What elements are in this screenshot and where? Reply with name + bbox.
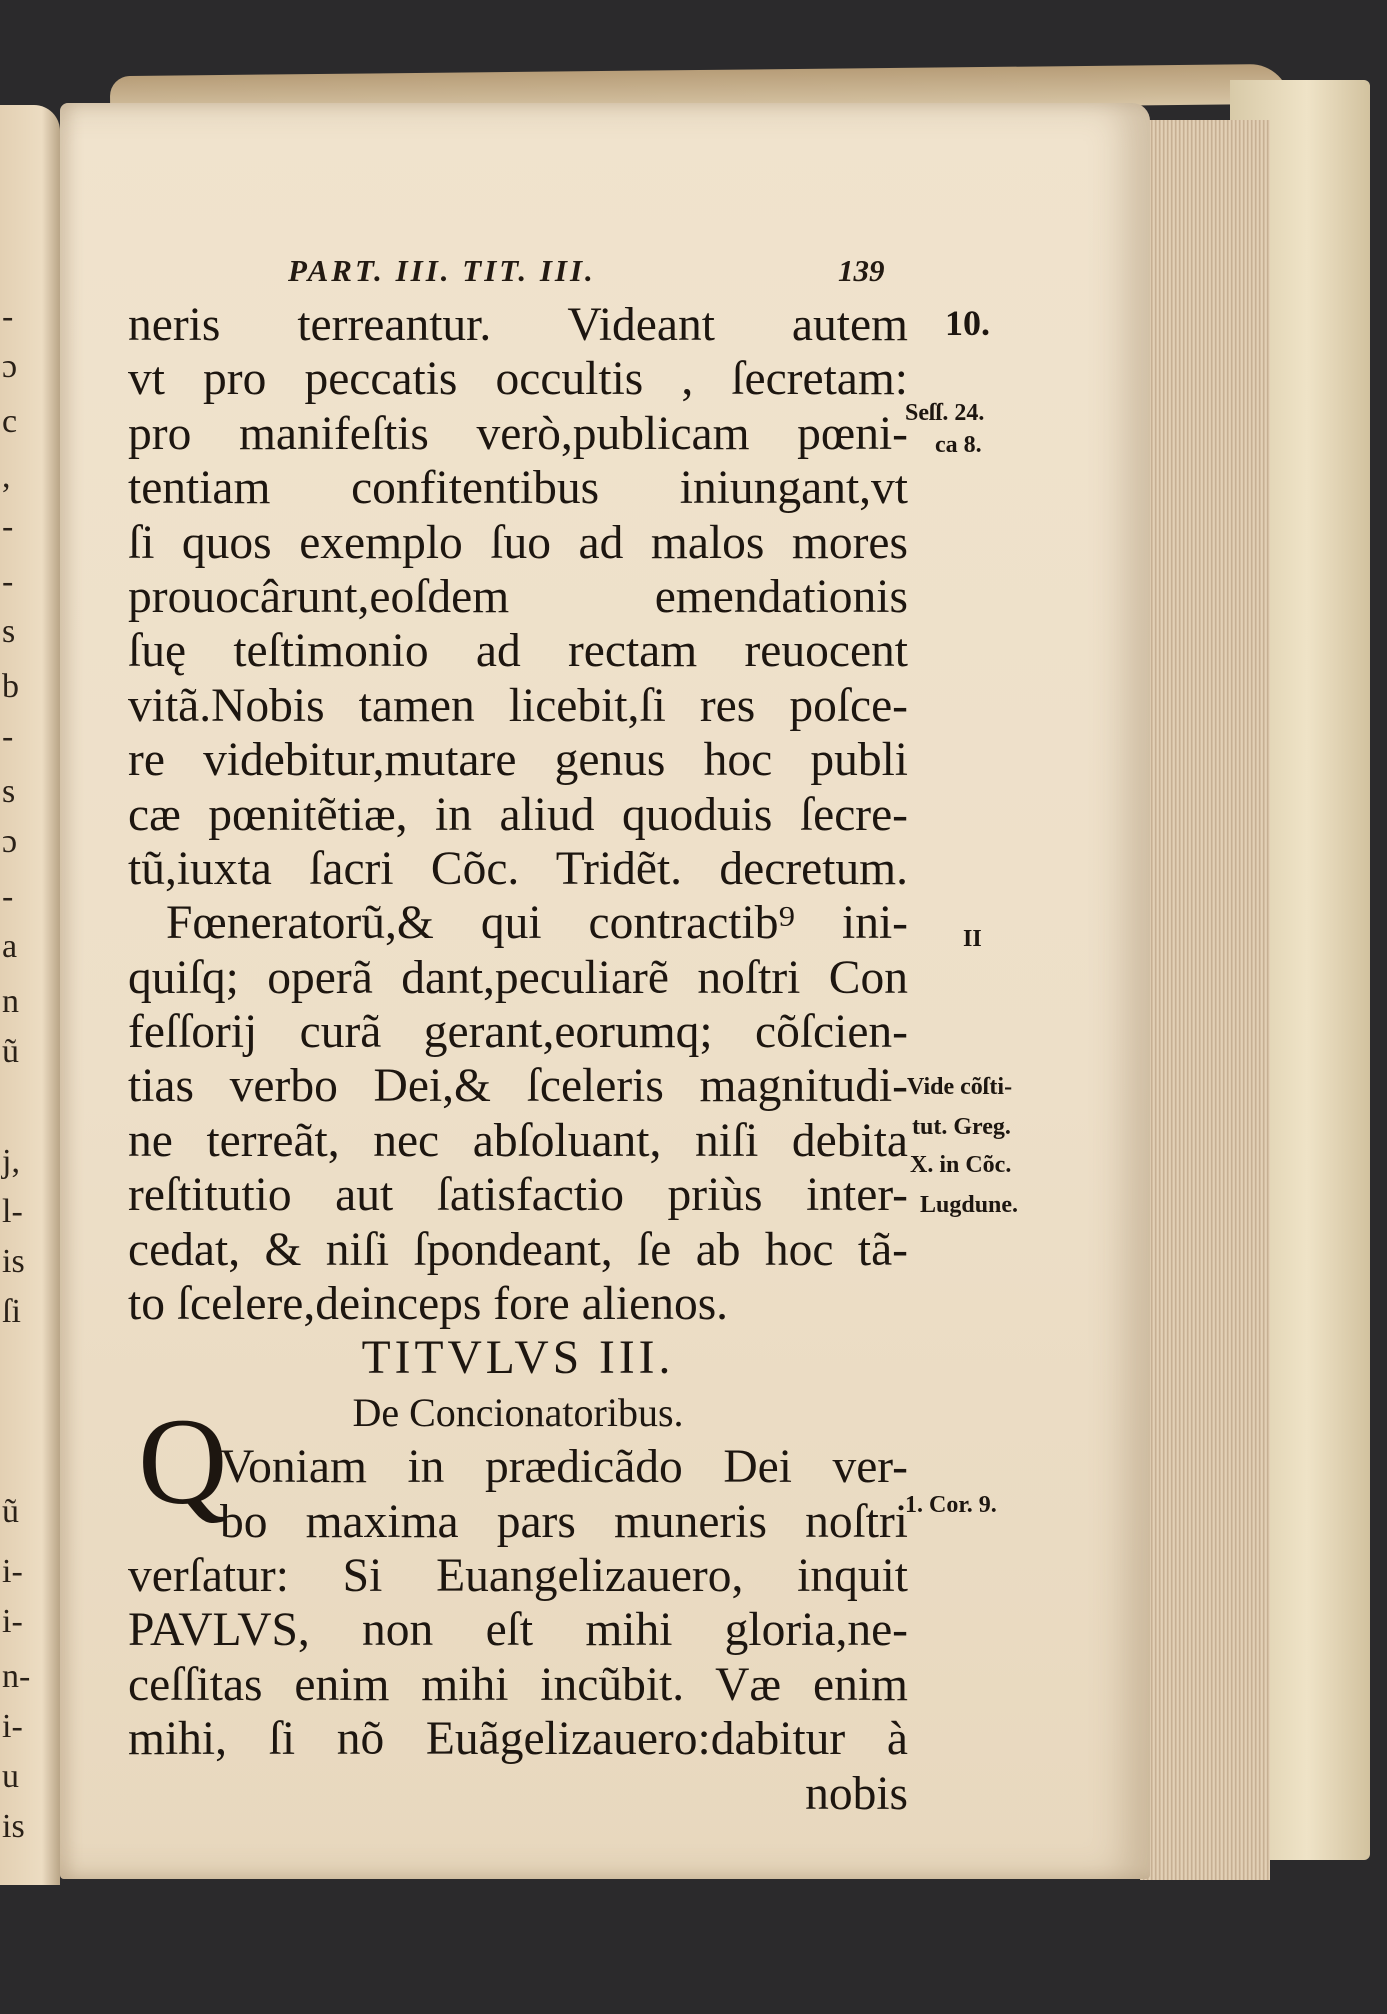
text-line: cæ pœnitẽtiæ, in aliud quoduis ſecre-	[128, 788, 908, 841]
prev-page-fragment: -	[2, 298, 14, 335]
text-line: vitã.Nobis tamen licebit,ſi res poſce-	[128, 679, 908, 732]
prev-page-fragment: ũ	[2, 1033, 19, 1070]
prev-page-fragment: u	[2, 1758, 19, 1795]
text-line: quiſq; operã dant,peculiarẽ noſtri Con	[128, 951, 908, 1004]
prev-page-fragment: is	[2, 1808, 25, 1845]
text-line: cedat, & niſi ſpondeant, ſe ab hoc tã-	[128, 1223, 908, 1276]
margin-ref-cap: ca 8.	[935, 432, 982, 458]
text-line: reſtitutio aut ſatisfactio priùs inter-	[128, 1169, 908, 1222]
catchword: nobis	[805, 1767, 908, 1820]
text-line: to ſcelere,deinceps fore alienos.	[128, 1278, 729, 1331]
text-line: tias verbo Dei,& ſceleris magnitudi-	[128, 1060, 908, 1113]
page-number: 139	[838, 253, 885, 288]
text-line: ne terreãt, nec abſoluant, niſi debita	[128, 1114, 908, 1167]
section-subtitle: De Concionatoribus.	[352, 1389, 684, 1435]
prev-page-fragment: a	[2, 928, 18, 965]
prev-page-fragment: s	[2, 613, 16, 650]
prev-page-fragment: i-	[2, 1603, 23, 1640]
text-line: Voniam in prædicãdo Dei ver-	[220, 1441, 908, 1494]
margin-ref-vide-2: tut. Greg.	[912, 1114, 1011, 1140]
text-line: neris terreantur. Videant autem	[128, 299, 908, 351]
prev-page-fragment: -	[2, 718, 14, 755]
prev-page-fragment: ɔ	[2, 348, 18, 385]
text-line: vt pro peccatis occultis , ſecretam:	[128, 353, 908, 406]
prev-page-fragment: ɔ	[2, 823, 18, 860]
text-line: ceſſitas enim mihi incũbit. Væ enim	[128, 1658, 908, 1711]
prev-page-fragment: n-	[2, 1658, 31, 1695]
section-title: TITVLVS III.	[361, 1332, 675, 1385]
margin-ref-sess: Seſſ. 24.	[905, 400, 985, 426]
prev-page-fragment: b	[2, 668, 19, 705]
prev-page-fragment: ſi	[2, 1293, 21, 1330]
drop-cap: Q	[138, 1393, 228, 1530]
prev-page-fragment: ,	[2, 458, 11, 495]
prev-page-fragment: -	[2, 563, 14, 600]
margin-number-11: II	[963, 926, 982, 952]
prev-page-fragment: l-	[2, 1193, 23, 1230]
prev-page-fragment: s	[2, 773, 16, 810]
prev-page-fragment: j,	[2, 1143, 20, 1180]
prev-page-fragment: ũ	[2, 1493, 19, 1530]
margin-ref-vide-3: X. in Cõc.	[910, 1152, 1012, 1178]
text-line: ſi quos exemplo ſuo ad malos mores	[128, 516, 908, 569]
text-line: bo maxima pars muneris noſtri	[220, 1495, 908, 1548]
text-line: PAVLVS, non eſt mihi gloria,ne-	[128, 1604, 908, 1657]
text-line: Fœneratorũ,& qui contractib⁹ ini-	[166, 897, 908, 950]
prev-page-fragment: is	[2, 1243, 25, 1280]
prev-page-fragment: i-	[2, 1553, 23, 1590]
text-line: tentiam confitentibus iniungant,vt	[128, 462, 908, 515]
prev-page-fragment: c	[2, 403, 18, 440]
page-edges	[1140, 120, 1270, 1880]
prev-page-fragment: -	[2, 878, 14, 915]
prev-page-fragment: -	[2, 508, 14, 545]
text-line: pro manifeſtis verò,publicam pœni-	[128, 407, 908, 460]
margin-ref-cor: 1. Cor. 9.	[905, 1492, 997, 1518]
text-line: mihi, ſi nõ Euãgelizauero:dabitur à	[128, 1713, 908, 1766]
text-line: re videbitur,mutare genus hoc publi	[128, 734, 908, 787]
main-text-block	[128, 298, 908, 1821]
text-line: verſatur: Si Euangelizauero, inquit	[128, 1549, 908, 1602]
prev-page-fragment: n	[2, 983, 19, 1020]
text-line: prouocârunt,eoſdem emendationis	[128, 570, 908, 623]
margin-ref-vide-1: Vide cõſti-	[907, 1074, 1013, 1100]
text-line: tũ,iuxta ſacri Cõc. Tridẽt. decretum.	[128, 842, 908, 895]
margin-ref-vide-4: Lugdune.	[920, 1192, 1019, 1218]
running-head: PART. III. TIT. III.	[288, 253, 596, 288]
previous-page-edge	[0, 105, 60, 1885]
text-line: feſſorij curã gerant,eorumq; cõſcien-	[128, 1006, 908, 1059]
margin-number-10: 10.	[945, 303, 990, 343]
text-line: ſuę teſtimonio ad rectam reuocent	[128, 625, 908, 678]
prev-page-fragment: i-	[2, 1708, 23, 1745]
